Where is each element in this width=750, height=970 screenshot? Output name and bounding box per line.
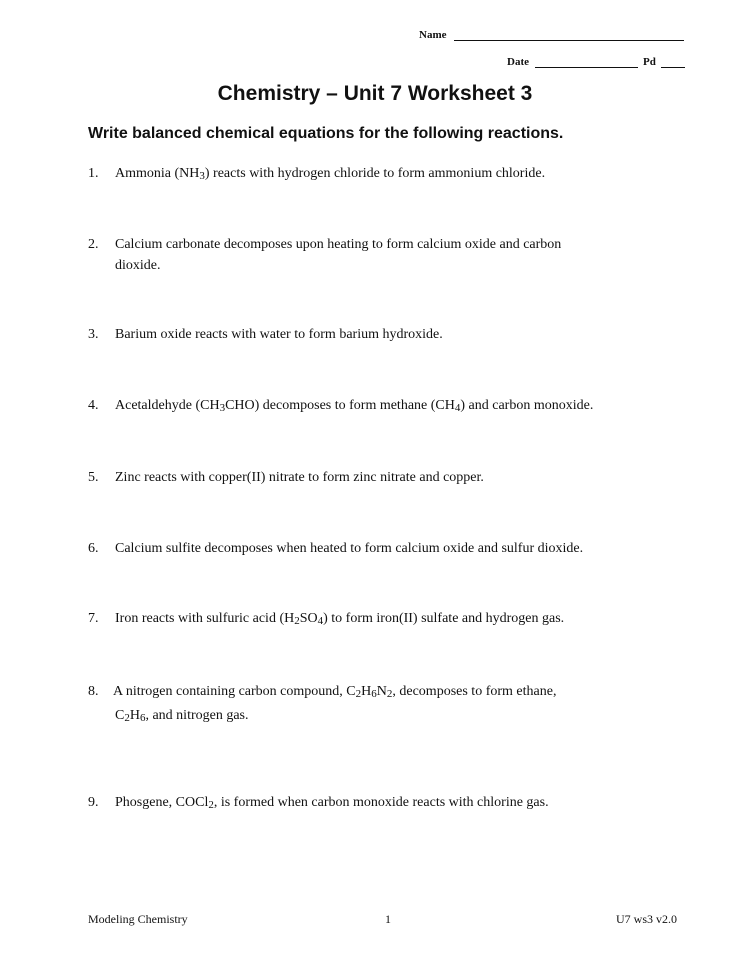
page-title: Chemistry – Unit 7 Worksheet 3 <box>217 82 533 105</box>
question-number: 6. <box>88 541 99 556</box>
date-label: Date <box>507 56 529 68</box>
question-text: Zinc reacts with copper(II) nitrate to form zinc nitrate and copper. <box>115 470 484 485</box>
period-label: Pd <box>643 56 656 68</box>
question-number: 1. <box>88 166 99 181</box>
question-number: 5. <box>88 470 99 485</box>
question-number: 3. <box>88 327 99 342</box>
footer-course: Modeling Chemistry <box>88 912 188 926</box>
date-field[interactable] <box>535 67 638 68</box>
question-text: Iron reacts with sulfuric acid (H2SO4) to form iron(II) sulfate and hydrogen gas. <box>115 611 565 627</box>
question-text: dioxide. <box>115 258 161 273</box>
question-text: A nitrogen containing carbon compound, C2H6N2, decomposes to form ethane, <box>113 684 557 700</box>
question-text: Ammonia (NH3) reacts with hydrogen chloride to form ammonium chloride. <box>115 166 546 182</box>
question-number: 9. <box>88 795 99 810</box>
name-field[interactable] <box>454 40 684 41</box>
footer-version: U7 ws3 v2.0 <box>616 912 678 926</box>
question-number: 8. <box>88 684 99 699</box>
question-text: Calcium carbonate decomposes upon heating to form calcium oxide and carbon <box>115 237 562 252</box>
name-label: Name <box>419 29 447 41</box>
question-number: 2. <box>88 237 99 252</box>
question-number: 7. <box>88 611 99 626</box>
question-text: Barium oxide reacts with water to form barium hydroxide. <box>115 327 443 342</box>
question-text: Acetaldehyde (CH3CHO) decomposes to form methane (CH4) and carbon monoxide. <box>115 398 594 414</box>
instructions: Write balanced chemical equations for the following reactions. <box>88 125 564 142</box>
footer-page-number: 1 <box>385 912 391 926</box>
question-number: 4. <box>88 398 99 413</box>
question-text: Calcium sulfite decomposes when heated to form calcium oxide and sulfur dioxide. <box>115 541 584 556</box>
period-field[interactable] <box>661 67 685 68</box>
question-text: C2H6, and nitrogen gas. <box>115 708 249 724</box>
question-text: Phosgene, COCl2, is formed when carbon monoxide reacts with chlorine gas. <box>115 795 549 811</box>
